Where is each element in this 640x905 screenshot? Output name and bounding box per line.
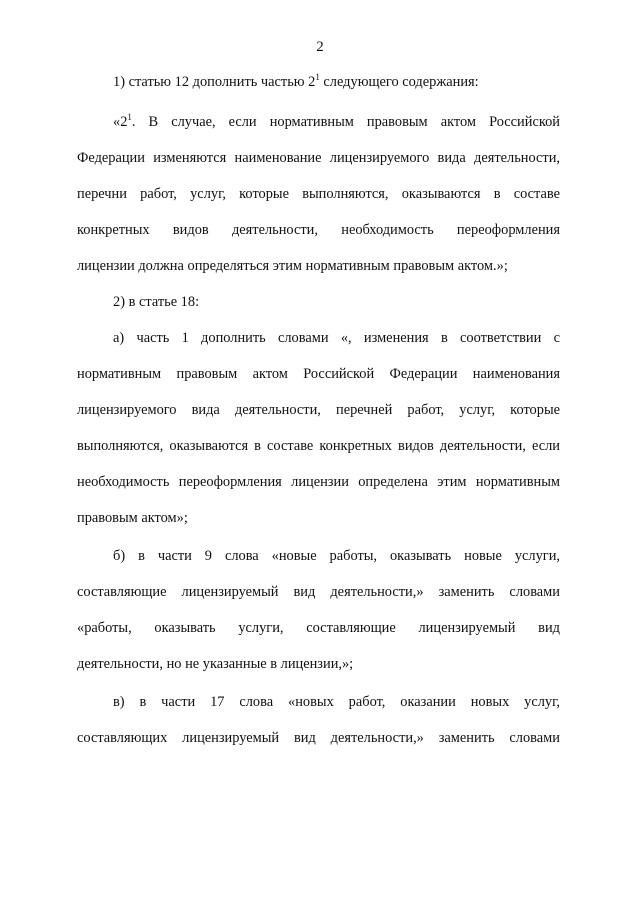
text-line-8: а) часть 1 дополнить словами «, изменения в соответствии с (113, 330, 560, 346)
text-line-10: лицензируемого вида деятельности, перечней работ, услуг, которые (77, 402, 560, 418)
text-line-17: деятельности, но не указанные в лицензии,»; (77, 656, 354, 672)
text-line-11: выполняются, оказываются в составе конкретных видов деятельности, если (77, 438, 560, 454)
text-segment: . В случае, если нормативным правовым актом Российской (131, 114, 560, 130)
text-line-12: необходимость переоформления лицензии определена этим нормативным (77, 474, 560, 490)
text-line-18: в) в части 17 слова «новых работ, оказании новых услуг, (113, 694, 560, 710)
text-line-1 (113, 72, 560, 92)
text-segment: 1) статью 12 дополнить частью 2 (113, 74, 316, 90)
text-line-4: перечни работ, услуг, которые выполняются, оказываются в составе (77, 186, 560, 202)
text-line-16: «работы, оказывать услуги, составляющие лицензируемый вид (77, 620, 560, 636)
text-line-6: лицензии должна определяться этим нормативным правовым актом.»; (77, 258, 508, 274)
text-segment: «2 (113, 114, 128, 130)
text-line-19: составляющих лицензируемый вид деятельности,» заменить словами (77, 730, 560, 746)
text-segment: следующего содержания: (319, 74, 479, 90)
superscript: 1 (315, 72, 320, 82)
superscript: 1 (127, 112, 132, 122)
page-number: 2 (316, 39, 324, 55)
text-line-2 (113, 112, 560, 132)
text-line-5: конкретных видов деятельности, необходимость переоформления (77, 222, 560, 238)
text-line-3: Федерации изменяются наименование лицензируемого вида деятельности, (77, 150, 560, 166)
text-line-7: 2) в статье 18: (113, 294, 200, 310)
text-line-9: нормативным правовым актом Российской Федерации наименования (77, 366, 560, 382)
text-line-14: б) в части 9 слова «новые работы, оказывать новые услуги, (113, 548, 560, 564)
text-line-15: составляющие лицензируемый вид деятельности,» заменить словами (77, 584, 560, 600)
text-line-13: правовым актом»; (77, 510, 188, 526)
